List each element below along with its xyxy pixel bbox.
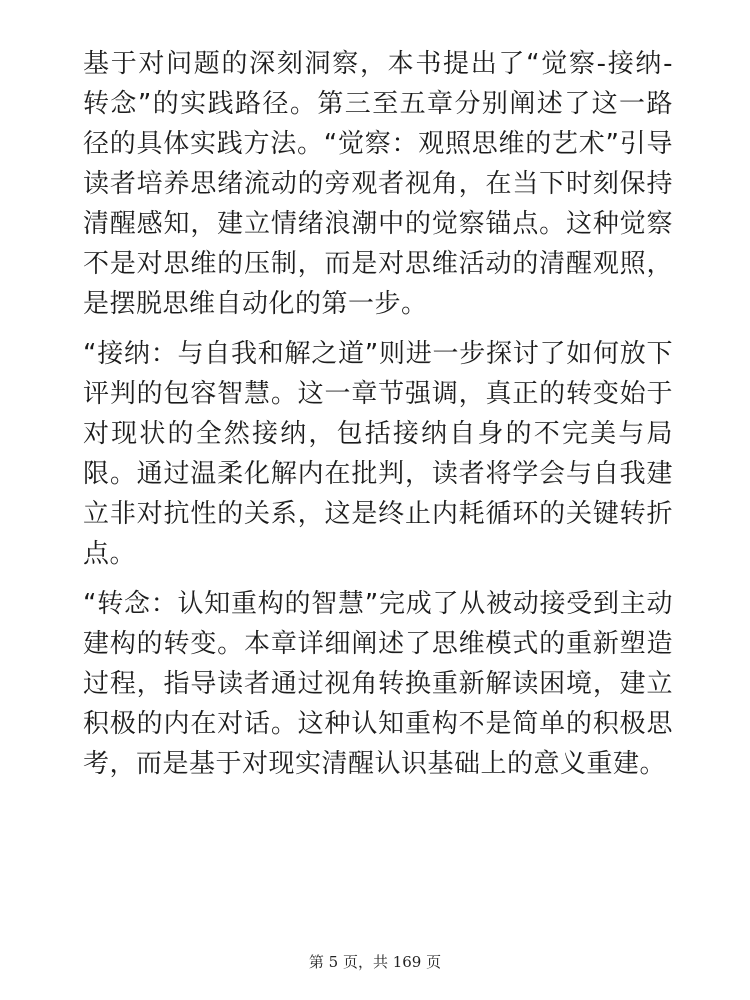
paragraph-1: 基于对问题的深刻洞察，本书提出了“觉察-接纳-转念”的实践路径。第三至五章分别阐述了这一路径的具体实践方法。“觉察：观照思维的艺术”引导读者培养思绪流动的旁观者视角，在当下时刻保持清醒感知，建立情绪浪潮中的觉察锚点。这种觉察不是对思维的压制，而是对思维活动的清醒观照，是摆脱思维自动化的第一步。 [83, 49, 673, 319]
body-text [83, 44, 673, 794]
page-number-footer: 第 5 页，共 169 页 [308, 953, 442, 971]
paragraph-2: “接纳：与自我和解之道”则进一步探讨了如何放下评判的包容智慧。这一章节强调，真正的转变始于对现状的全然接纳，包括接纳自身的不完美与局限。通过温柔化解内在批判，读者将学会与自我建立非对抗性的关系，这是终止内耗循环的关键转折点。 [83, 339, 673, 569]
paragraph-3: “转念：认知重构的智慧”完成了从被动接受到主动建构的转变。本章详细阐述了思维模式的重新塑造过程，指导读者通过视角转换重新解读困境，建立积极的内在对话。这种认知重构不是简单的积极思考，而是基于对现实清醒认识基础上的意义重建。 [83, 589, 673, 779]
